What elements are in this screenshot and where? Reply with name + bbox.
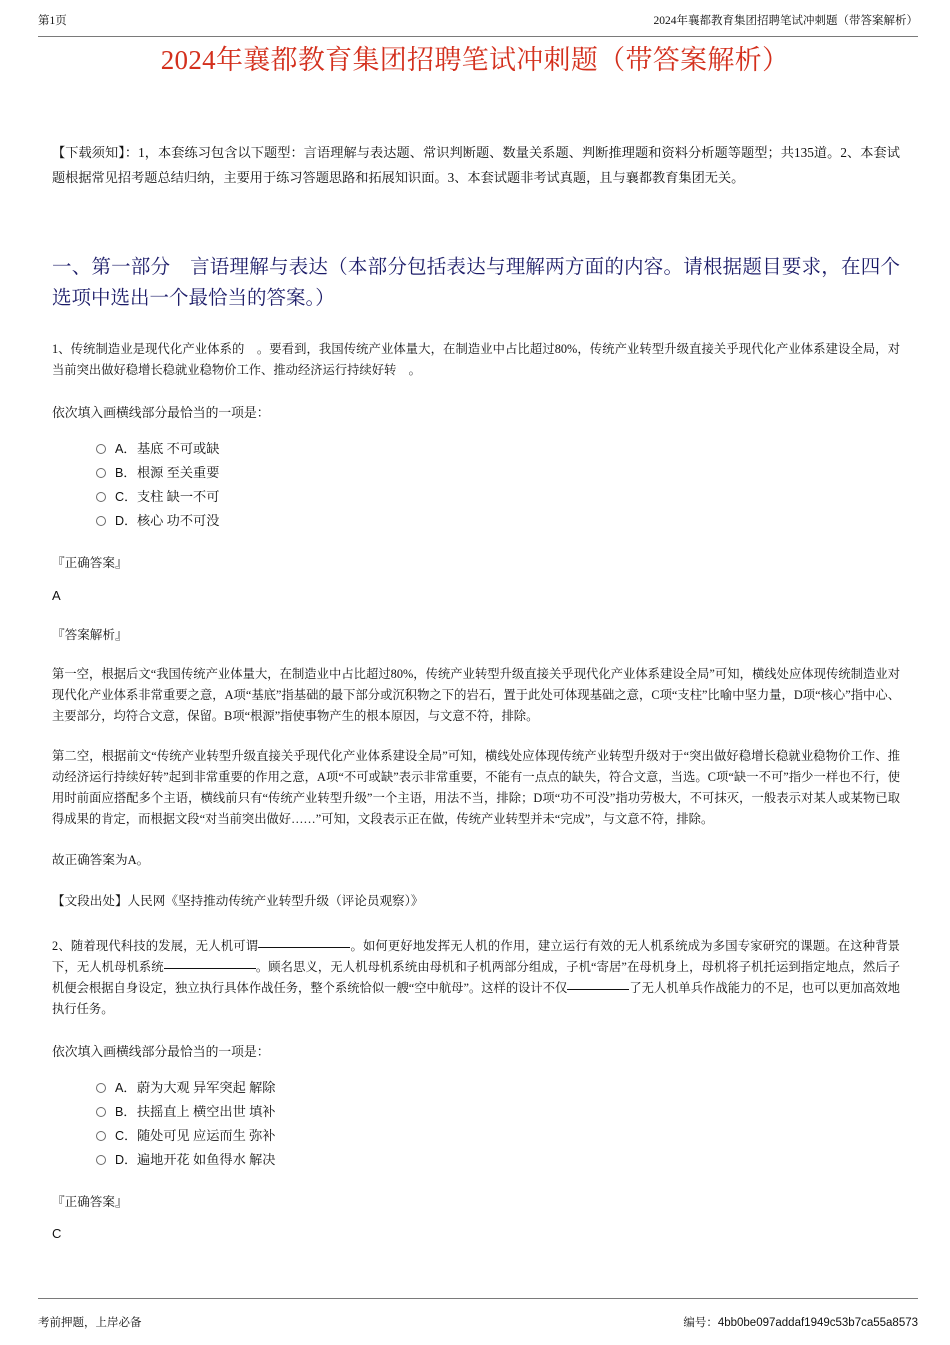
option-row[interactable] (96, 485, 900, 509)
question-stem-segment: 。顾名思义，无人机母机系统由母机和子机两部分组成，子机“寄居”在母机身上，母机将子机托运到指定地点，然后子机便会根据自身设定，独立执行具体作战任务，整个系统恰似一艘“空中航母”。这样的设计不仅 (52, 959, 900, 995)
question-stem-segment: 。如何更好地发挥无人机的作用，建立运行有效的无人机系统成为多国专家研究的课题。在这种背景下，无人机母机系统 (52, 938, 900, 974)
analysis-paragraph: 第二空，根据前文“传统产业转型升级直接关乎现代化产业体系建设全局”可知，横线处应体现传统产业转型升级对于“突出做好稳增长稳就业稳物价工作、推动经济运行持续好转”起到非常重要的作用之意，A项“不可或缺”表示非常重要，不能有一点点的缺失，符合文意，当选。C项“缺一不可”指少一样也不行，使用时前面应搭配多个主语，横线前只有“传统产业转型升级”一个主语，用法不当，排除；D项“功不可没”指功劳极大，不可抹灭，一般表示对某人或某物已取得成果的肯定，而根据文段“对当前突出做好……”可知，文段表示正在做，传统产业转型并未“完成”，与文意不符，排除。 (52, 748, 900, 826)
footer-serial (683, 1316, 918, 1331)
analysis-paragraph: 第一空，根据后文“我国传统产业体量大，在制造业中占比超过80%，传统产业转型升级直接关乎现代化产业体系建设全局”可知，横线处应体现传统制造业对现代化产业体系非常重要之意，A项“基底”指基础的最下部分或沉积物之下的岩石，置于此处可体现基础之意，C项“支柱”比喻中坚力量，D项“核心”指中心、主要部分，均符合文意，保留。B项“根源”指使事物产生的根本原因，与文意不符，排除。 (52, 666, 900, 723)
option-letter: C． (115, 490, 137, 504)
radio-button-icon[interactable] (96, 468, 106, 478)
section-heading: 一、第一部分 言语理解与表达（本部分包括表达与理解两方面的内容。请根据题目要求，在四个选项中选出一个最恰当的答案。） (52, 257, 900, 309)
question-stem: 1、传统制造业是现代化产业体系的 。要看到，我国传统产业体量大，在制造业中占比超过80%，传统产业转型升级直接关乎现代化产业体系建设全局，对当前突出做好稳增长稳就业稳物价工作、推动经济运行持续好转 。 (52, 342, 900, 377)
fill-blank (567, 989, 629, 990)
radio-button-icon[interactable] (96, 444, 106, 454)
fill-prompt: 依次填入画横线部分最恰当的一项是： (52, 406, 270, 420)
option-letter: B． (115, 1104, 136, 1119)
fill-blank (258, 947, 350, 948)
question-block-1 (52, 339, 900, 911)
option-text: 核心 功不可没 (137, 513, 220, 528)
correct-answer-label: 『正确答案』 (52, 1194, 128, 1209)
serial-value: 4bb0be097addaf1949c53b7ca55a8573 (717, 1317, 918, 1329)
question-stem-segment: 了无人机单兵作战能力的不足，也可以更加高效地执行任务。 (52, 980, 900, 1016)
fill-prompt: 依次填入画横线部分最恰当的一项是： (52, 1044, 270, 1059)
option-text: 蔚为大观 异军突起 解除 (137, 1079, 276, 1095)
correct-answer-label: 『正确答案』 (52, 556, 128, 570)
page-number-indicator: 第1页 (38, 15, 67, 27)
option-row[interactable] (96, 1124, 900, 1148)
option-text: 基底 不可或缺 (137, 441, 220, 456)
correct-answer-value: C (52, 1226, 62, 1242)
option-row[interactable] (96, 437, 900, 461)
document-title: 2024年襄都教育集团招聘笔试冲刺题（带答案解析） (160, 45, 790, 75)
question-stem (52, 936, 900, 1020)
option-text: 根源 至关重要 (137, 465, 220, 480)
option-row[interactable] (96, 461, 900, 485)
download-notice: 【下载须知】：1，本套练习包含以下题型：言语理解与表达题、常识判断题、数量关系题、判断推理题和资料分析题等题型；共135道。2、本套试题根据常见招考题总结归纳，主要用于练习答题思路和拓展知识面。3、本套试题非考试真题，且与襄都教育集团无关。 (52, 145, 900, 185)
option-letter: A． (115, 442, 136, 456)
fill-blank (164, 968, 256, 969)
question-stem-segment: 2、随着现代科技的发展，无人机可谓 (52, 938, 259, 953)
option-letter: B． (115, 466, 136, 480)
answer-analysis-label: 『答案解析』 (52, 627, 128, 642)
page-footer (38, 1298, 918, 1331)
radio-button-icon[interactable] (96, 1083, 106, 1093)
option-letter: A． (115, 1080, 136, 1095)
passage-source: 【文段出处】人民网《坚持推动传统产业转型升级（评论员观察）》 (52, 893, 424, 908)
option-text: 随处可见 应运而生 弥补 (137, 1127, 276, 1143)
radio-button-icon[interactable] (96, 516, 106, 526)
option-row[interactable] (96, 1148, 900, 1172)
radio-button-icon[interactable] (96, 492, 106, 502)
option-row[interactable] (96, 1076, 900, 1100)
option-letter: D． (115, 1152, 137, 1167)
document-body (52, 140, 900, 1256)
question-block-2 (52, 936, 900, 1244)
option-letter: C． (115, 1128, 137, 1143)
options-list (96, 1076, 900, 1172)
page-header (38, 14, 918, 37)
footer-slogan: 考前押题，上岸必备 (38, 1317, 142, 1329)
serial-label: 编号： (683, 1317, 718, 1329)
option-row[interactable] (96, 509, 900, 533)
radio-button-icon[interactable] (96, 1131, 106, 1141)
analysis-conclusion: 故正确答案为A。 (52, 852, 150, 867)
option-text: 支柱 缺一不可 (137, 489, 220, 504)
option-text: 扶摇直上 横空出世 填补 (137, 1103, 276, 1119)
running-title: 2024年襄都教育集团招聘笔试冲刺题（带答案解析） (653, 15, 918, 27)
option-letter: D． (115, 514, 137, 528)
radio-button-icon[interactable] (96, 1155, 106, 1165)
option-row[interactable] (96, 1100, 900, 1124)
options-list (96, 437, 900, 533)
radio-button-icon[interactable] (96, 1107, 106, 1117)
correct-answer-value: A (52, 587, 61, 603)
option-text: 遍地开花 如鱼得水 解决 (137, 1151, 276, 1167)
